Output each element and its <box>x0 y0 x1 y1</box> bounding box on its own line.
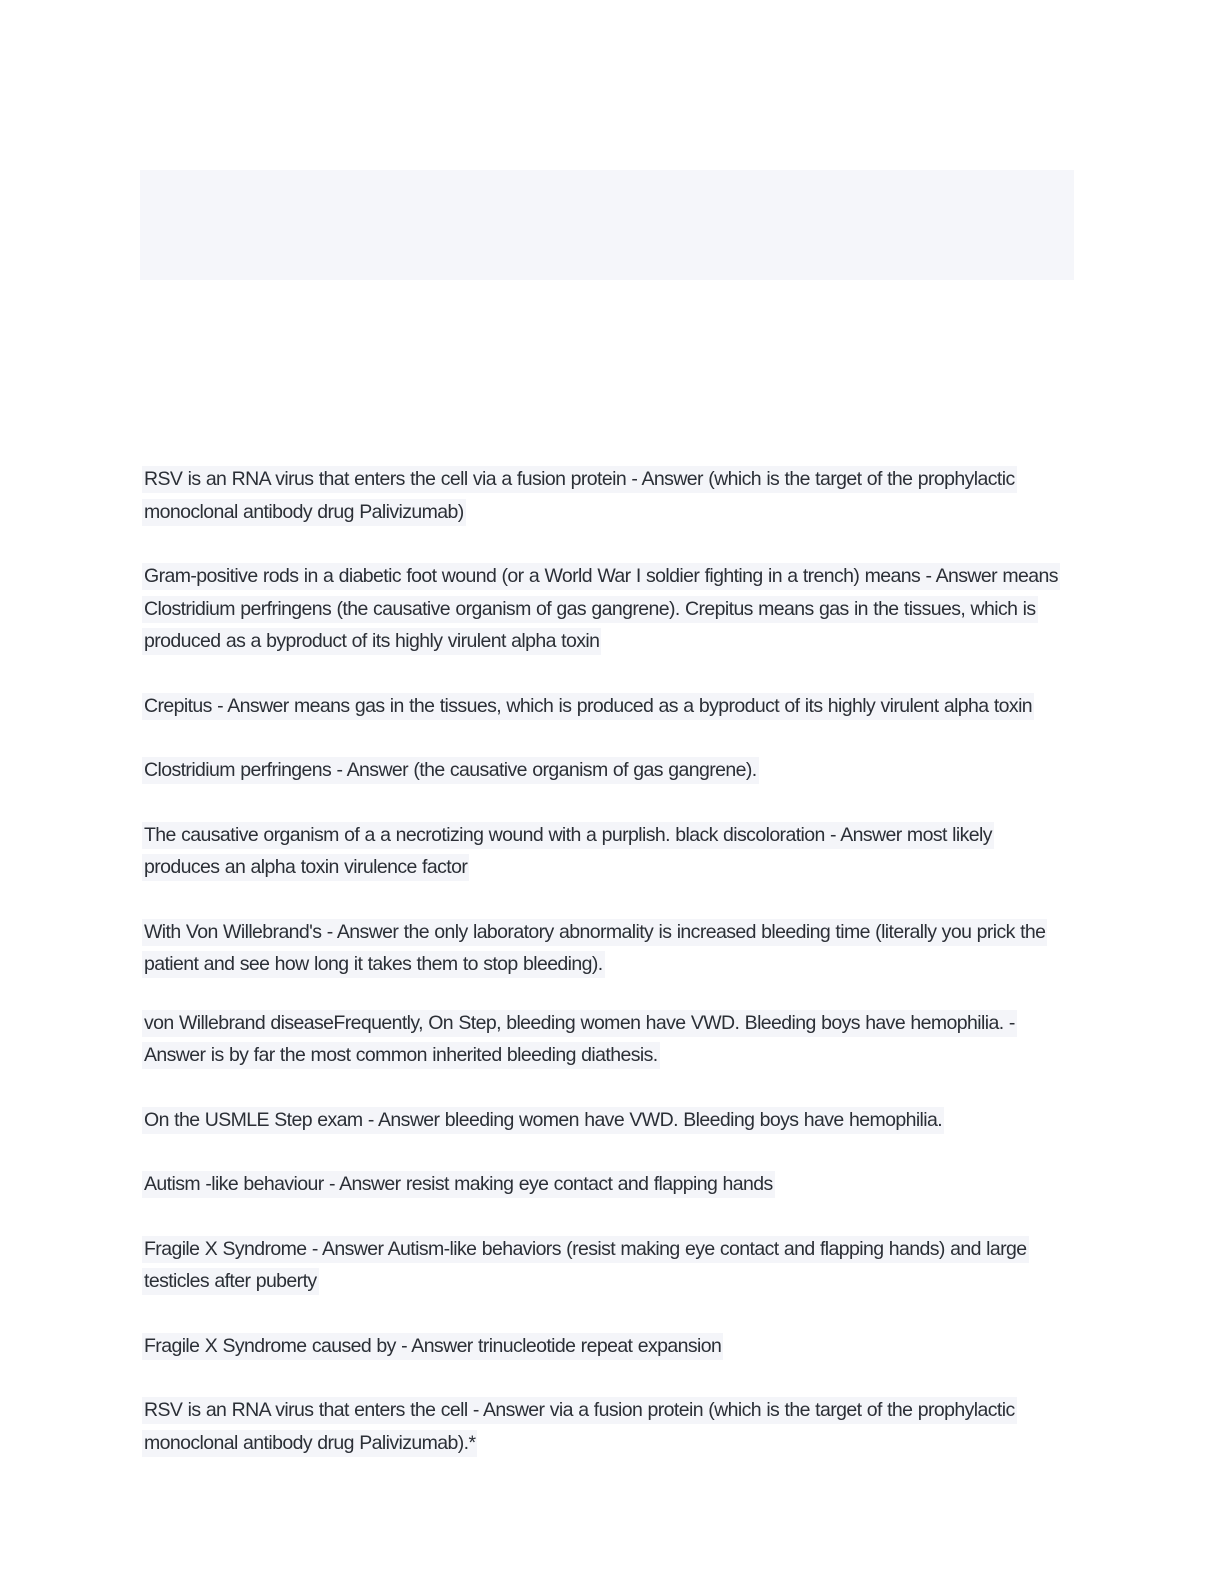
flashcard-text: Fragile X Syndrome caused by - Answer trinucleotide repeat expansion <box>142 1333 723 1360</box>
flashcard-entry <box>142 463 1072 528</box>
flashcard-entry <box>142 916 1072 981</box>
flashcard-text: Fragile X Syndrome - Answer Autism-like behaviors (resist making eye contact and flapping hands) and large testicles after puberty <box>142 1236 1029 1296</box>
flashcard-text: On the USMLE Step exam - Answer bleeding women have VWD. Bleeding boys have hemophilia. <box>142 1107 944 1134</box>
flashcard-entry <box>142 1394 1072 1459</box>
flashcard-text: Gram-positive rods in a diabetic foot wound (or a World War I soldier fighting in a trench) means - Answer means Clostridium perfringens (the causative organism of gas gangrene). Crepitus means gas in the tissues, which is produced as a byproduct of its highly virulent alpha toxin <box>142 563 1060 655</box>
flashcard-entry <box>142 754 1072 787</box>
flashcard-entry <box>142 1168 1072 1201</box>
flashcard-entry <box>142 1330 1072 1363</box>
flashcard-text: The causative organism of a a necrotizing wound with a purplish. black discoloration - Answer most likely produces an alpha toxin virulence factor <box>142 822 994 882</box>
flashcard-text: Crepitus - Answer means gas in the tissues, which is produced as a byproduct of its highly virulent alpha toxin <box>142 693 1034 720</box>
flashcard-text: Autism -like behaviour - Answer resist making eye contact and flapping hands <box>142 1171 775 1198</box>
flashcard-entry <box>142 1233 1072 1298</box>
flashcard-entry <box>142 560 1072 658</box>
flashcard-entry <box>142 690 1072 723</box>
flashcard-text: With Von Willebrand's - Answer the only laboratory abnormality is increased bleeding time (literally you prick the patient and see how long it takes them to stop bleeding). <box>142 919 1047 979</box>
flashcard-entry <box>142 819 1072 884</box>
flashcard-text: von Willebrand diseaseFrequently, On Step, bleeding women have VWD. Bleeding boys have hemophilia. - Answer is by far the most common inherited bleeding diathesis. <box>142 1010 1017 1070</box>
header-placeholder-block <box>140 170 1074 280</box>
flashcard-text: RSV is an RNA virus that enters the cell via a fusion protein - Answer (which is the target of the prophylactic monoclonal antibody drug Palivizumab) <box>142 466 1017 526</box>
flashcard-text: RSV is an RNA virus that enters the cell - Answer via a fusion protein (which is the target of the prophylactic monoclonal antibody drug Palivizumab).* <box>142 1397 1017 1457</box>
flashcard-text: Clostridium perfringens - Answer (the causative organism of gas gangrene). <box>142 757 759 784</box>
flashcard-entry <box>142 1104 1072 1137</box>
flashcard-list <box>142 463 1072 1459</box>
flashcard-entry <box>142 1007 1072 1072</box>
